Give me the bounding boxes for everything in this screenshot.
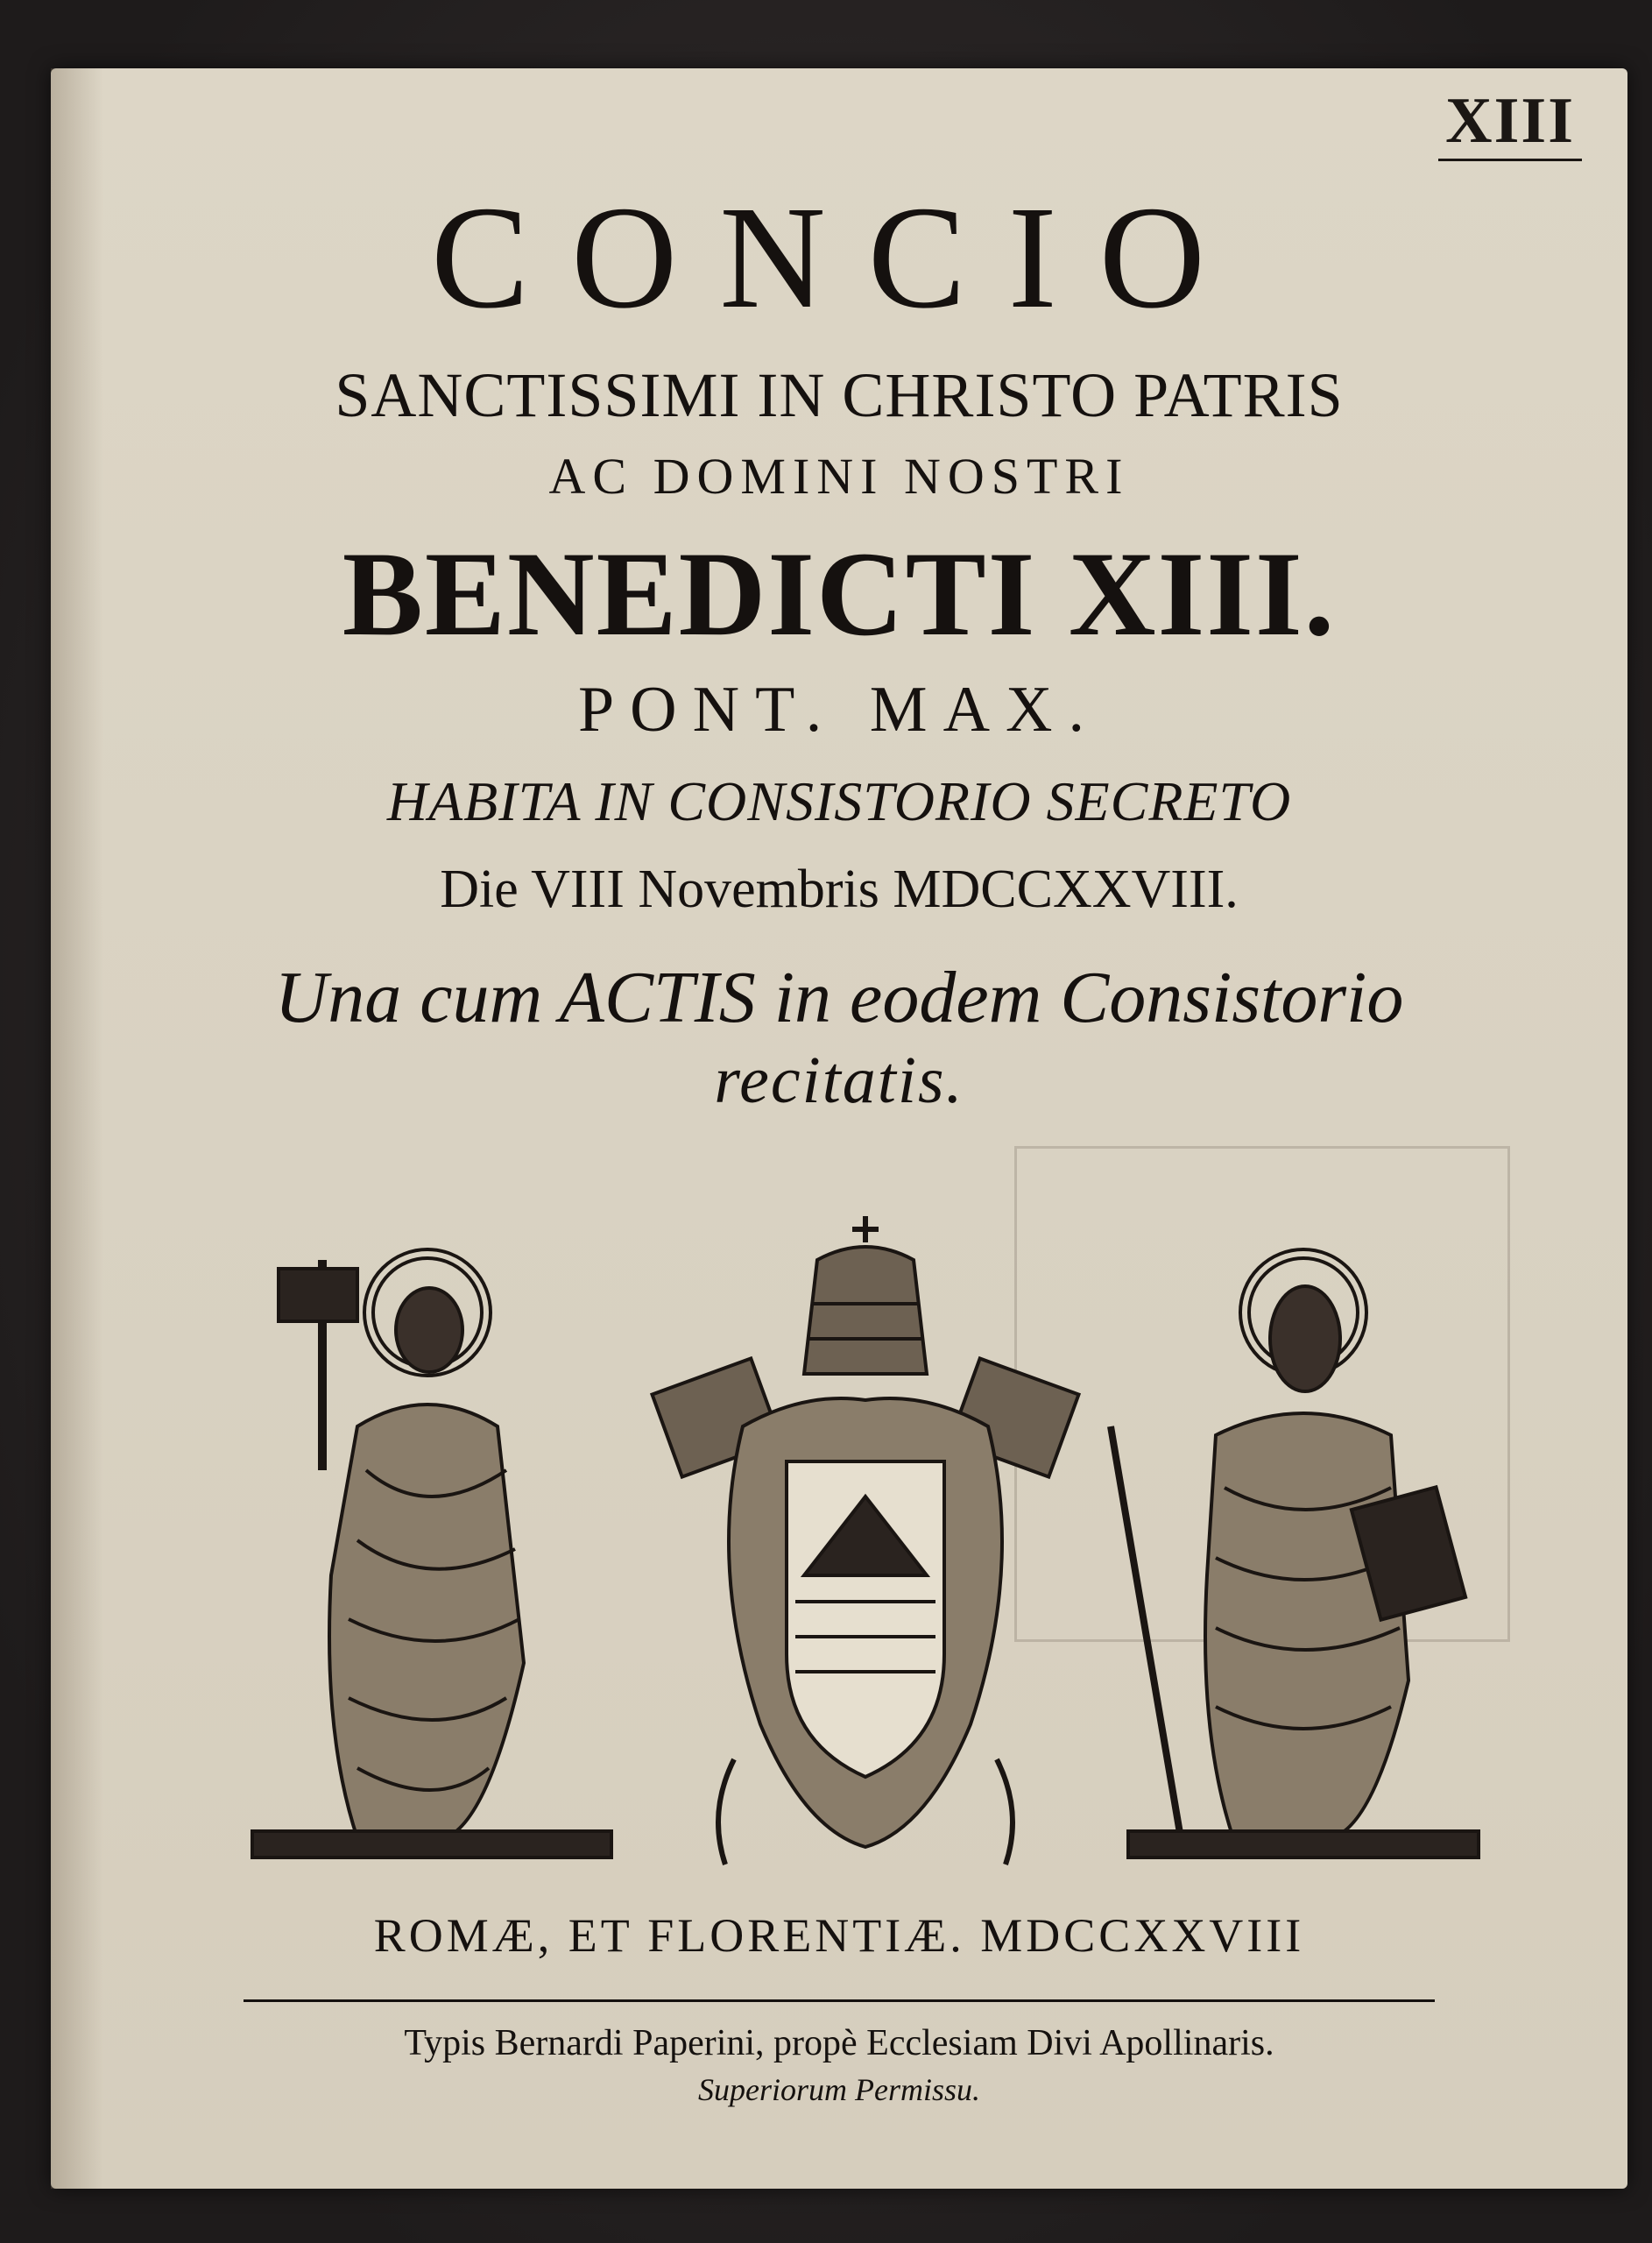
saint-peter-woodcut	[226, 1207, 629, 1882]
acts-line: Una cum ACTIS in eodem Consistorio	[274, 957, 1404, 1038]
imprint-place: ROMÆ, ET FLORENTIÆ. MDCCXXVIII	[373, 1909, 1305, 1962]
recitatis-line: recitatis.	[714, 1044, 964, 1117]
imprint-permission: Superiorum Permissu.	[698, 2072, 980, 2107]
consistory-line: HABITA IN CONSISTORIO SECRETO	[386, 770, 1292, 832]
saint-paul-woodcut	[1076, 1207, 1487, 1882]
title-line-1: SANCTISSIMI IN CHRISTO PATRIS	[335, 360, 1344, 430]
papal-coat-of-arms	[629, 1199, 1102, 1873]
title-page	[51, 68, 1627, 2189]
imprint-printer: Typis Bernardi Paperini, propè Ecclesiam Divi Apollinaris.	[404, 2023, 1274, 2063]
shelf-mark: XIII	[1438, 84, 1582, 161]
pope-name: BENEDICTI XIII.	[342, 527, 1337, 661]
title-main: CONCIO	[430, 176, 1248, 339]
date-line: Die VIII Novembris MDCCXXVIII.	[440, 860, 1239, 919]
title-line-2: AC DOMINI NOSTRI	[548, 448, 1130, 505]
imprint-rule	[244, 1999, 1435, 2002]
pope-office: PONT. MAX.	[578, 674, 1100, 746]
